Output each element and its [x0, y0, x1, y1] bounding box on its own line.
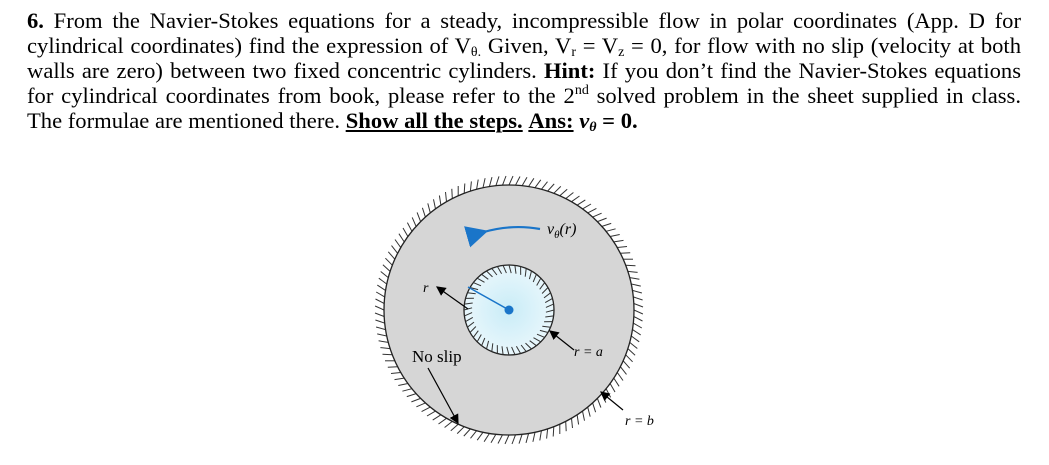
steps-label: Show all the steps. — [345, 108, 523, 133]
outer-radius-label: r = b — [625, 414, 654, 429]
problem-number: 6. — [27, 8, 44, 33]
subscript-theta: θ. — [470, 45, 482, 60]
answer-value: = 0. — [596, 108, 638, 133]
problem-text-4: = 0, for flow with no slip (velocity at both walls are zero) between two fixed concentric cylinders. — [27, 33, 1021, 83]
no-slip-label: No slip — [412, 347, 462, 366]
inner-radius-label: r = a — [574, 345, 603, 360]
superscript-nd: nd — [574, 83, 589, 98]
problem-text-1: From the Navier-Stokes equations for a steady, incompressible flow in polar coordinates (App. D for cylindrical coordinates) find the expression of V — [27, 8, 1021, 58]
hint-label: Hint: — [543, 58, 596, 83]
r-label: r — [423, 281, 429, 296]
problem-text-3: = V — [575, 33, 619, 58]
answer-variable: $v_\theta$ — [579, 108, 597, 135]
problem-text-2: Given, V — [481, 33, 572, 58]
subscript-z: z — [618, 45, 625, 60]
velocity-label: $v_\theta(r)$ — [547, 221, 577, 241]
outer-radius-leader — [601, 392, 623, 410]
center-point — [505, 306, 514, 315]
answer-label: Ans: — [528, 108, 574, 133]
problem-text-5: If you don’t find the Navier-Stokes equations for cylindrical coordinates from book, please refer to the 2 — [27, 58, 1021, 108]
problem-text-6: solved problem in the sheet supplied in class. The formulae are mentioned there. — [27, 83, 1021, 133]
subscript-r: r — [571, 45, 576, 60]
